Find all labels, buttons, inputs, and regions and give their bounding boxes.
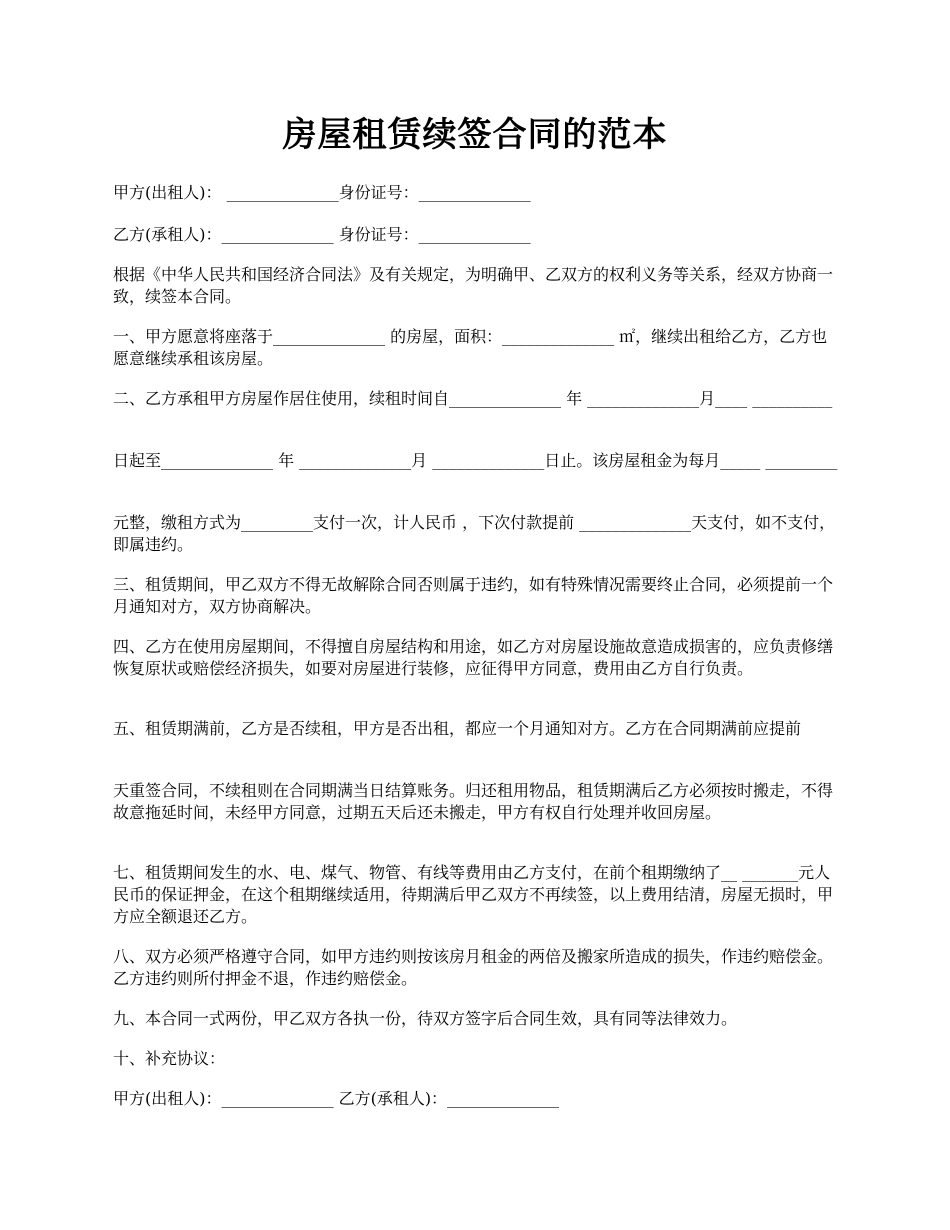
clause-3-paragraph: 三、租赁期间，甲乙双方不得无故解除合同否则属于违约，如有特殊情况需要终止合同，必须提前一个月通知对方，双方协商解决。 xyxy=(113,575,834,616)
signature-line: 甲方(出租人)：______________ 乙方(承租人)：______________ xyxy=(113,1089,560,1108)
party-b-line: 乙方(承租人)：______________ 身份证号：______________ xyxy=(113,225,531,244)
clause-2-continued-dates: 日起至______________ 年 ______________月 ______________日止。该房屋租金为每月_____ _________ xyxy=(113,451,838,470)
party-a-line: 甲方(出租人)： ______________身份证号：______________ xyxy=(113,183,531,202)
clause-10-paragraph: 十、补充协议： xyxy=(113,1049,226,1068)
preamble-paragraph: 根据《中华人民共和国经济合同法》及有关规定，为明确甲、乙双方的权利义务等关系，经双方协商一致，续签本合同。 xyxy=(113,265,834,306)
clause-5-paragraph: 五、租赁期满前，乙方是否续租，甲方是否出租，都应一个月通知对方。乙方在合同期满前应提前 xyxy=(113,719,802,738)
clause-2-continued-payment: 元整，缴租方式为_________支付一次，计人民币 ，下次付款提前 ______________天支付，如不支付，即属违约。 xyxy=(113,513,836,554)
document-title: 房屋租赁续签合同的范本 xyxy=(282,115,668,155)
clause-7-paragraph: 七、租赁期间发生的水、电、煤气、物管、有线等费用由乙方支付，在前个租期缴纳了__ _______元人民币的保证押金，在这个租期继续适用，待期满后甲乙双方不再续签，以上费用结清，房屋无损时，甲方应全额退还乙方。 xyxy=(113,863,834,926)
clause-5-continued: 天重签合同，不续租则在合同期满当日结算账务。归还租用物品，租赁期满后乙方必须按时搬走，不得故意拖延时间，未经甲方同意，过期五天后还未搬走，甲方有权自行处理并收回房屋。 xyxy=(113,781,834,822)
clause-1-paragraph: 一、甲方愿意将座落于______________ 的房屋，面积：______________ ㎡，继续出租给乙方，乙方也愿意继续承租该房屋。 xyxy=(113,327,828,368)
clause-9-paragraph: 九、本合同一式两份，甲乙双方各执一份，待双方签字后合同生效，具有同等法律效力。 xyxy=(113,1009,738,1028)
clause-4-paragraph: 四、乙方在使用房屋期间，不得擅自房屋结构和用途，如乙方对房屋设施故意造成损害的，应负责修缮恢复原状或赔偿经济损失，如要对房屋进行装修，应征得甲方同意，费用由乙方自行负责。 xyxy=(113,637,834,678)
clause-8-paragraph: 八、双方必须严格遵守合同，如甲方违约则按该房月租金的两倍及搬家所造成的损失，作违约赔偿金。乙方违约则所付押金不退，作违约赔偿金。 xyxy=(113,947,834,988)
clause-2-paragraph: 二、乙方承租甲方房屋作居住使用，续租时间自______________ 年 ______________月____ __________ xyxy=(113,389,833,408)
